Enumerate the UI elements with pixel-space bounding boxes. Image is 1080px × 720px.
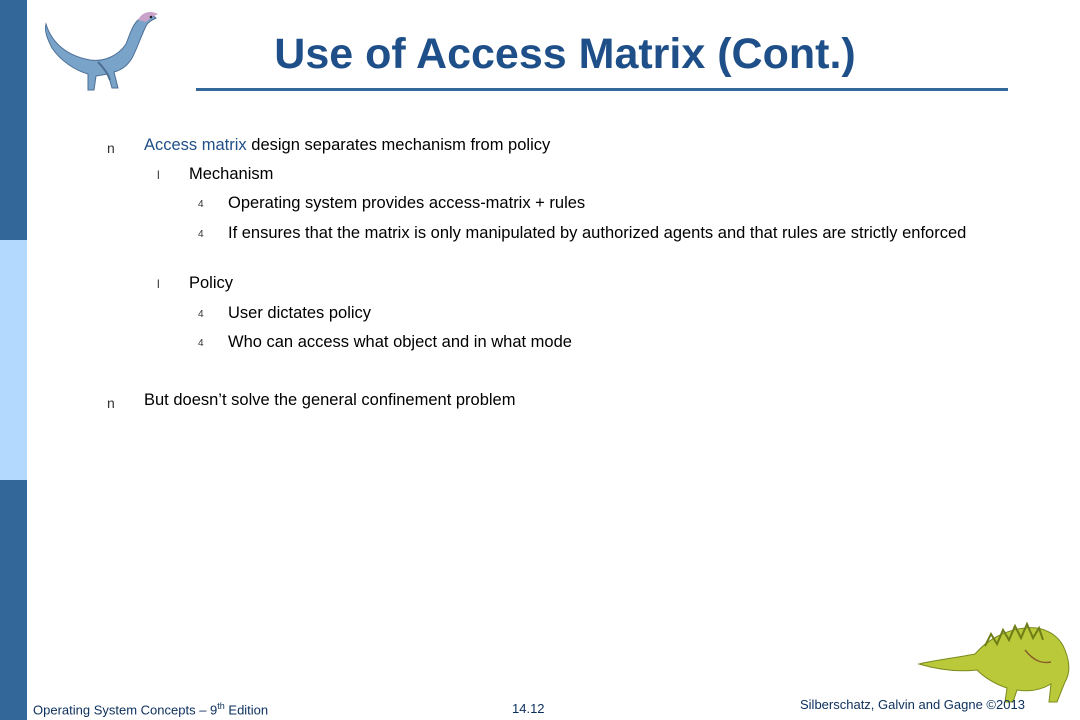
- footer-book-title: [33, 701, 268, 717]
- slide-title: Use of Access Matrix (Cont.): [274, 30, 856, 78]
- bullet-confinement: But doesn’t solve the general confinement problem: [144, 391, 516, 409]
- bullet-level2-marker: l: [157, 277, 160, 291]
- bullet-level3-marker: 4: [198, 338, 204, 349]
- bullet-who-can-access: Who can access what object and in what mode: [228, 333, 572, 351]
- footer-book-sup: th: [217, 701, 225, 711]
- footer-book-prefix: Operating System Concepts – 9: [33, 702, 218, 718]
- bullet-level1-marker: n: [107, 395, 115, 411]
- bullet-level3-marker: 4: [198, 229, 204, 240]
- bullet-os-provides: Operating system provides access-matrix + rules: [228, 194, 586, 212]
- dinosaur-footer-icon: [915, 610, 1075, 705]
- bullet-level2-marker: l: [157, 168, 160, 182]
- footer-page-number: 14.12: [512, 701, 545, 716]
- bullet-if-ensures: If ensures that the matrix is only manipulated by authorized agents and that rules are strictly enforced: [228, 224, 967, 242]
- bullet-level3-marker: 4: [198, 199, 204, 210]
- bullet-user-dictates: User dictates policy: [228, 304, 372, 322]
- bullet-access-matrix-rest: design separates mechanism from policy: [246, 136, 551, 154]
- bullet-access-matrix: [144, 135, 550, 156]
- footer-copyright: Silberschatz, Galvin and Gagne ©2013: [800, 697, 1025, 712]
- footer-book-suffix: Edition: [224, 702, 269, 718]
- access-matrix-term: Access matrix: [144, 136, 247, 154]
- bullet-level1-marker: n: [107, 140, 115, 156]
- bullet-level3-marker: 4: [198, 309, 204, 320]
- bullet-mechanism: Mechanism: [189, 165, 274, 183]
- bullet-policy: Policy: [189, 274, 234, 292]
